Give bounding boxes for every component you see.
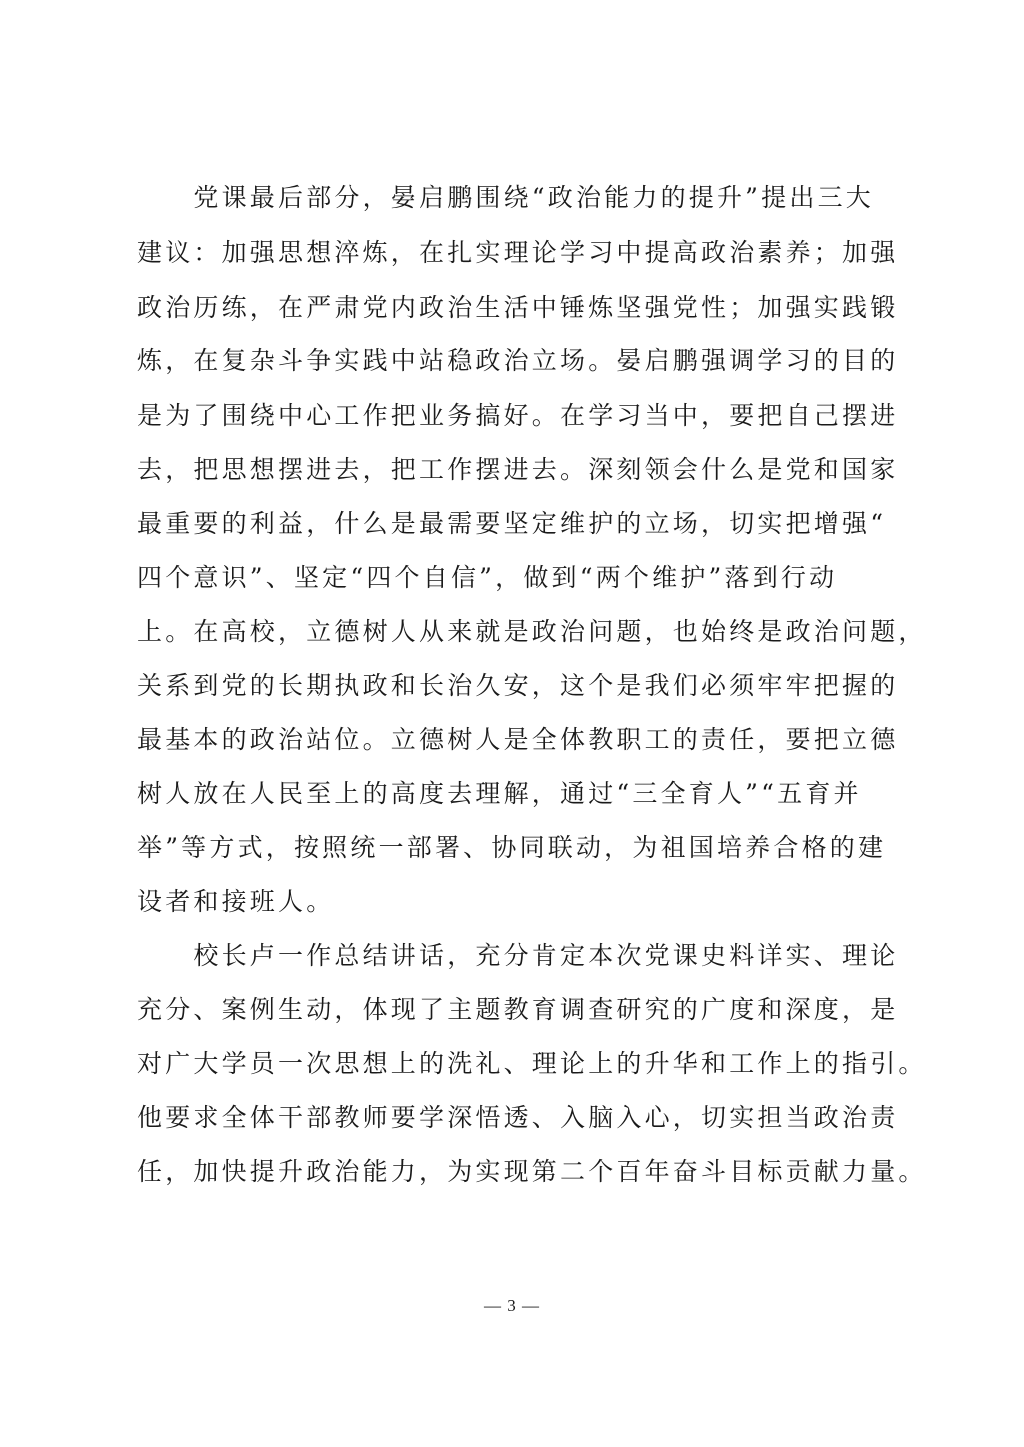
paragraph-1-line-10: 关系到党的长期执政和长治久安，这个是我们必须牢牢把握的 <box>137 671 899 700</box>
paragraph-1-line-13: 举”等方式，按照统一部署、协同联动，为祖国培养合格的建 <box>137 833 887 862</box>
paragraph-1-line-5: 是为了围绕中心工作把业务搞好。在学习当中，要把自己摆进 <box>137 401 899 430</box>
paragraph-2-line-5: 任，加快提升政治能力，为实现第二个百年奋斗目标贡献力量。 <box>137 1157 927 1186</box>
paragraph-1-line-2: 建议：加强思想淬炼，在扎实理论学习中提高政治素养；加强 <box>137 238 899 267</box>
paragraph-1-line-14: 设者和接班人。 <box>137 887 335 916</box>
paragraph-1-line-8: 四个意识”、坚定“四个自信”，做到“两个维护”落到行动 <box>137 563 838 592</box>
paragraph-1-line-12: 树人放在人民至上的高度去理解，通过“三全育人”“五育并 <box>137 779 862 808</box>
paragraph-2-line-2: 充分、案例生动，体现了主题教育调查研究的广度和深度，是 <box>137 995 899 1024</box>
paragraph-1-line-6: 去，把思想摆进去，把工作摆进去。深刻领会什么是党和国家 <box>137 455 899 484</box>
paragraph-1-line-1: 党课最后部分，晏启鹏围绕“政治能力的提升”提出三大 <box>137 183 874 212</box>
paragraph-1-line-9: 上。在高校，立德树人从来就是政治问题，也始终是政治问题， <box>137 617 927 646</box>
paragraph-2-line-3: 对广大学员一次思想上的洗礼、理论上的升华和工作上的指引。 <box>137 1049 927 1078</box>
paragraph-2-line-4: 他要求全体干部教师要学深悟透、入脑入心，切实担当政治责 <box>137 1103 899 1132</box>
paragraph-2-line-1: 校长卢一作总结讲话，充分肯定本次党课史料详实、理论 <box>137 941 899 970</box>
paragraph-1-line-11: 最基本的政治站位。立德树人是全体教职工的责任，要把立德 <box>137 725 899 754</box>
paragraph-1-line-3: 政治历练，在严肃党内政治生活中锤炼坚强党性；加强实践锻 <box>137 293 899 322</box>
paragraph-1-line-4: 炼，在复杂斗争实践中站稳政治立场。晏启鹏强调学习的目的 <box>137 346 899 375</box>
page-number: — 3 — <box>484 1296 540 1315</box>
paragraph-1-line-7: 最重要的利益，什么是最需要坚定维护的立场，切实把增强“ <box>137 509 887 538</box>
